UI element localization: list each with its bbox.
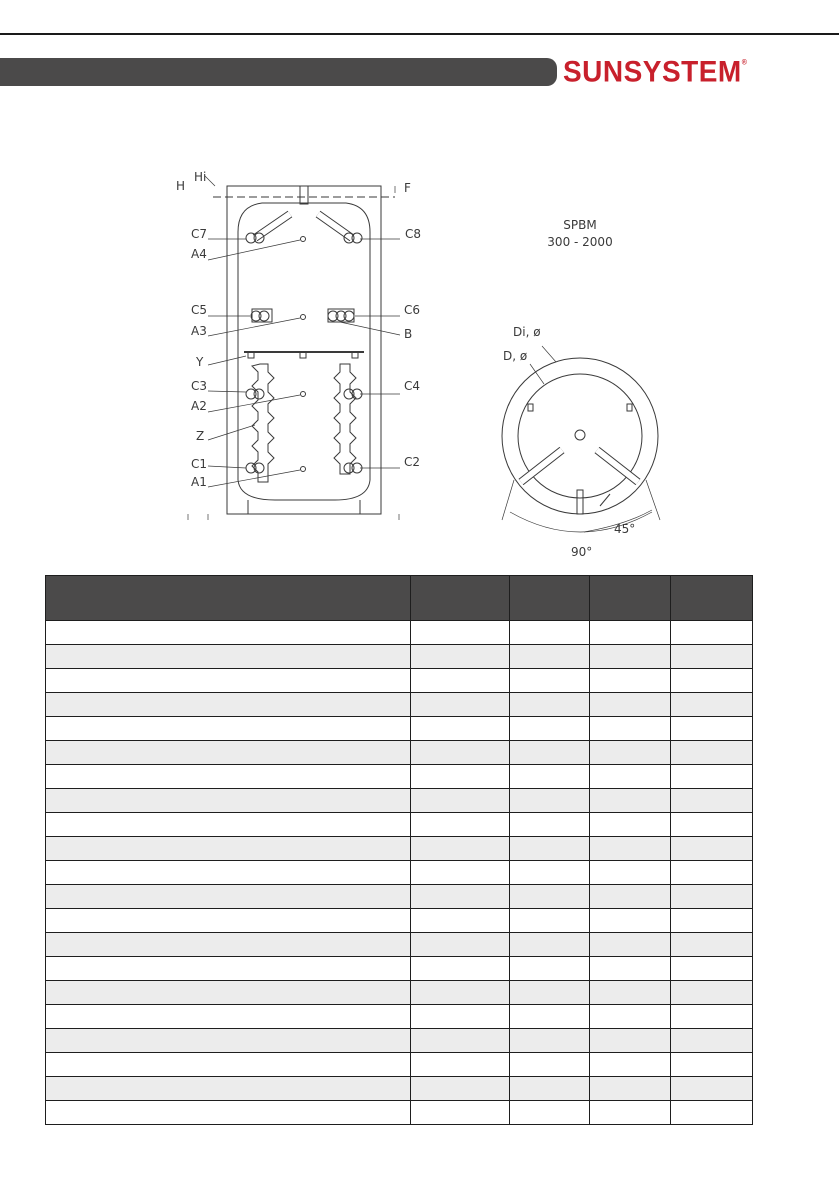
table-row (46, 741, 753, 765)
table-cell (46, 909, 411, 933)
model-range: 300 - 2000 (547, 235, 613, 249)
table-cell (510, 1005, 590, 1029)
table-row (46, 981, 753, 1005)
table-cell (46, 1029, 411, 1053)
sensor-a1 (301, 467, 306, 472)
table-cell (46, 741, 411, 765)
table-cell (46, 933, 411, 957)
label-d: D, ø (503, 349, 528, 363)
sensor-a2 (301, 392, 306, 397)
table-cell (590, 693, 671, 717)
model-name: SPBM (563, 218, 597, 232)
table-row (46, 1029, 753, 1053)
table-cell (510, 909, 590, 933)
sensor-a4 (301, 237, 306, 242)
table-cell (510, 885, 590, 909)
table-cell (590, 789, 671, 813)
table-cell (590, 765, 671, 789)
table-cell (46, 765, 411, 789)
table-cell (510, 813, 590, 837)
table-cell (510, 861, 590, 885)
table-cell (671, 909, 753, 933)
table-cell (671, 1029, 753, 1053)
table-cell (46, 717, 411, 741)
table-row (46, 861, 753, 885)
header-cell (510, 576, 590, 621)
label-90-degrees: 90° (571, 545, 593, 559)
table-cell (671, 1005, 753, 1029)
label-c5: C5 (191, 303, 208, 317)
top-view-outer-circle (502, 358, 658, 514)
label-a1: A1 (191, 475, 207, 489)
table-cell (590, 861, 671, 885)
table-cell (46, 1101, 411, 1125)
right-coil (334, 364, 356, 474)
table-header-row (46, 576, 753, 621)
sensor-a3 (301, 315, 306, 320)
label-c4: C4 (404, 379, 421, 393)
top-connector (300, 186, 308, 204)
table-cell (411, 717, 510, 741)
table-cell (510, 765, 590, 789)
table-cell (510, 1029, 590, 1053)
table-cell (411, 861, 510, 885)
table-cell (671, 741, 753, 765)
technical-drawing (0, 0, 839, 570)
table-cell (411, 1029, 510, 1053)
table-row (46, 765, 753, 789)
table-cell (590, 669, 671, 693)
label-f: F (404, 181, 411, 195)
table-cell (510, 645, 590, 669)
table-cell (411, 813, 510, 837)
table-cell (411, 1053, 510, 1077)
table-cell (590, 1053, 671, 1077)
table-row (46, 717, 753, 741)
table-row (46, 885, 753, 909)
table-cell (590, 717, 671, 741)
specification-table (45, 575, 753, 1125)
table-cell (671, 789, 753, 813)
label-c7: C7 (191, 227, 208, 241)
table-cell (46, 981, 411, 1005)
table-row (46, 933, 753, 957)
table-cell (411, 645, 510, 669)
table-row (46, 669, 753, 693)
table-cell (510, 669, 590, 693)
table-row (46, 813, 753, 837)
table-cell (590, 957, 671, 981)
table-cell (590, 1005, 671, 1029)
header-cell (46, 576, 411, 621)
header-cell (671, 576, 753, 621)
table-cell (46, 693, 411, 717)
table-cell (590, 645, 671, 669)
table-row (46, 909, 753, 933)
table-cell (671, 933, 753, 957)
table-cell (411, 957, 510, 981)
table-cell (411, 837, 510, 861)
table-cell (411, 765, 510, 789)
table-cell (510, 789, 590, 813)
table-cell (510, 693, 590, 717)
table-cell (411, 789, 510, 813)
table-cell (46, 1053, 411, 1077)
table-cell (671, 1101, 753, 1125)
table-cell (411, 669, 510, 693)
label-c3: C3 (191, 379, 208, 393)
table-row (46, 621, 753, 645)
tank-outline (227, 186, 381, 514)
table-cell (671, 693, 753, 717)
table-cell (590, 981, 671, 1005)
table-cell (411, 909, 510, 933)
top-view-inner-circle (518, 374, 642, 498)
table-cell (510, 981, 590, 1005)
table-cell (411, 621, 510, 645)
table-cell (590, 1077, 671, 1101)
table-cell (590, 813, 671, 837)
table-cell (411, 1077, 510, 1101)
table-cell (590, 909, 671, 933)
table-cell (671, 981, 753, 1005)
table-cell (671, 669, 753, 693)
table-cell (46, 621, 411, 645)
table-row (46, 645, 753, 669)
table-cell (671, 1077, 753, 1101)
table-cell (671, 1053, 753, 1077)
label-c6: C6 (404, 303, 421, 317)
table-cell (411, 981, 510, 1005)
table-cell (671, 957, 753, 981)
label-a3: A3 (191, 324, 207, 338)
table-cell (46, 669, 411, 693)
label-y: Y (196, 355, 204, 369)
label-c8: C8 (405, 227, 422, 241)
table-cell (510, 741, 590, 765)
table-row (46, 957, 753, 981)
table-cell (46, 861, 411, 885)
label-di: Di, ø (513, 325, 541, 339)
top-view-center-port (575, 430, 585, 440)
table-cell (510, 933, 590, 957)
label-c2: C2 (404, 455, 421, 469)
table-cell (510, 1077, 590, 1101)
label-hi: Hi (194, 170, 207, 184)
table-cell (671, 717, 753, 741)
table-cell (46, 957, 411, 981)
table-cell (510, 621, 590, 645)
table-cell (510, 717, 590, 741)
table-cell (671, 645, 753, 669)
table-cell (671, 861, 753, 885)
table-cell (590, 933, 671, 957)
label-a2: A2 (191, 399, 207, 413)
table-cell (46, 813, 411, 837)
table-cell (411, 741, 510, 765)
table-cell (671, 621, 753, 645)
table-cell (671, 837, 753, 861)
table-cell (411, 693, 510, 717)
table-cell (590, 1029, 671, 1053)
table-cell (590, 837, 671, 861)
table-row (46, 837, 753, 861)
table-cell (510, 837, 590, 861)
table-row (46, 1053, 753, 1077)
table-cell (590, 1101, 671, 1125)
label-z: Z (196, 429, 205, 443)
table-cell (46, 1077, 411, 1101)
table-row (46, 1101, 753, 1125)
label-h: H (176, 179, 186, 193)
table-cell (411, 933, 510, 957)
table-cell (46, 837, 411, 861)
table-cell (46, 645, 411, 669)
label-c1: C1 (191, 457, 208, 471)
table-cell (411, 885, 510, 909)
table-row (46, 789, 753, 813)
label-45-degrees: 45° (614, 522, 636, 536)
table-cell (671, 885, 753, 909)
table-cell (46, 789, 411, 813)
table-cell (46, 885, 411, 909)
brand-name: SUNSYSTEM (563, 55, 742, 88)
table-cell (510, 957, 590, 981)
table-cell (411, 1005, 510, 1029)
table-cell (671, 813, 753, 837)
table-cell (590, 741, 671, 765)
table-cell (411, 1101, 510, 1125)
table-cell (510, 1101, 590, 1125)
table-cell (590, 885, 671, 909)
header-cell (411, 576, 510, 621)
table-cell (671, 765, 753, 789)
table-row (46, 693, 753, 717)
tank-inner-top (238, 203, 370, 232)
table-body (46, 621, 753, 1125)
header-cell (590, 576, 671, 621)
table-cell (590, 621, 671, 645)
label-b: B (404, 327, 413, 341)
label-a4: A4 (191, 247, 207, 261)
table-row (46, 1077, 753, 1101)
table-cell (510, 1053, 590, 1077)
brand-registered-mark: ® (741, 59, 748, 67)
table-row (46, 1005, 753, 1029)
table-cell (46, 1005, 411, 1029)
